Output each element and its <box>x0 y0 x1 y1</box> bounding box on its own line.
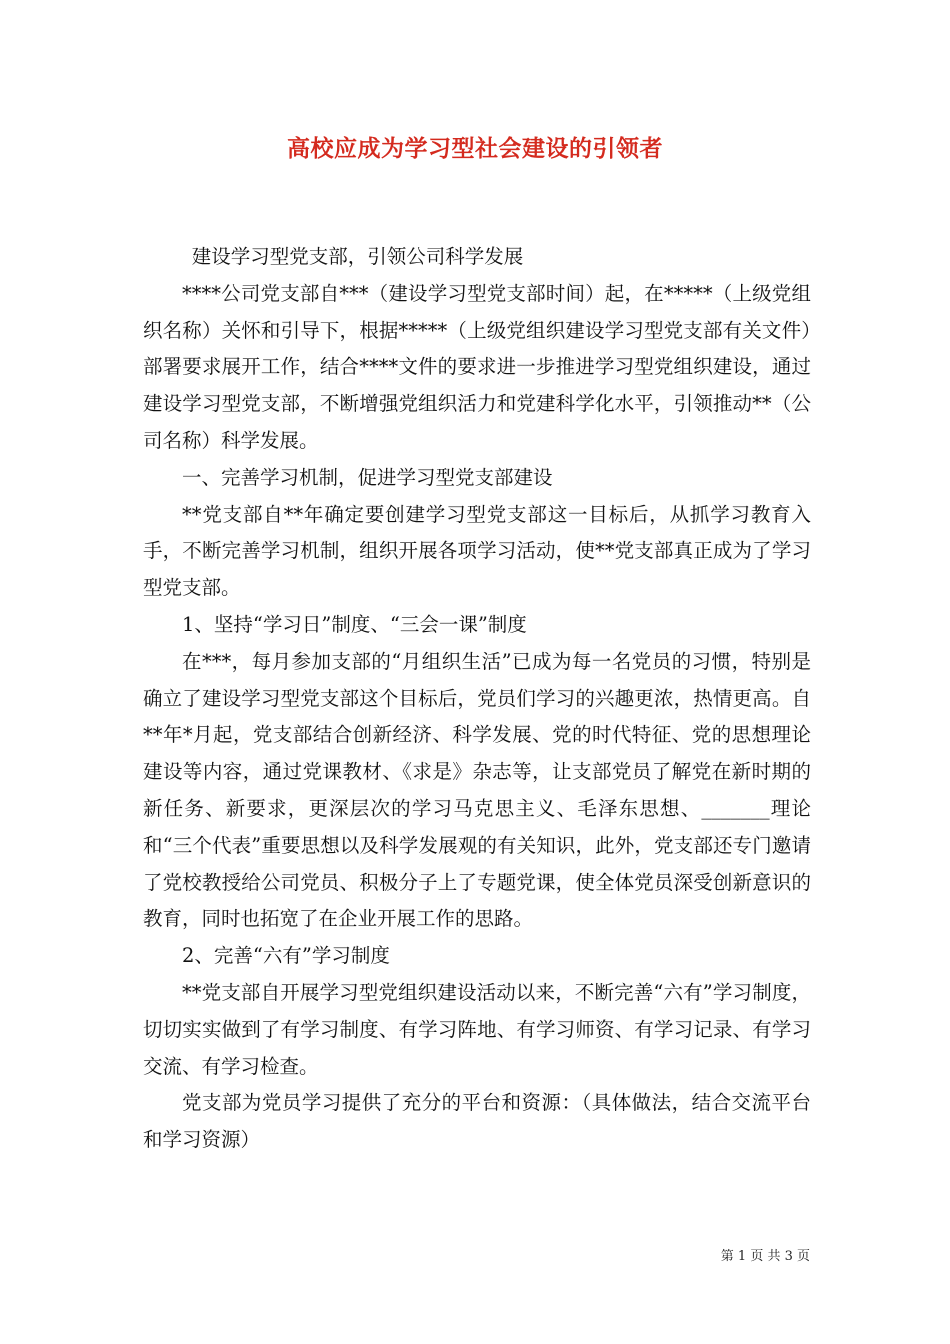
paragraph: 党支部为党员学习提供了充分的平台和资源：（具体做法，结合交流平台和学习资源） <box>143 1091 811 1152</box>
subsection-heading: 1、坚持“学习日”制度、“三会一课”制度 <box>182 612 527 636</box>
paragraph: 在***，每月参加支部的“月组织生活”已成为每一名党员的习惯，特别是确立了建设学习型党支部这个目标后，党员们学习的兴趣更浓，热情更高。自**年*月起，党支部结合创新经济、科学发展、党的时代特征、党的思想理论建设等内容，通过党课教材、《求是》杂志等，让支部党员了解党在新时期的新任务、新要求，更深层次的学习马克思主义、毛泽东思想、_______理论和“三个代表”重要思想以及科学发展观的有关知识，此外，党支部还专门邀请了党校教授给公司党员、积极分子上了专题党课，使全体党员深受创新意识的教育，同时也拓宽了在企业开展工作的思路。 <box>143 649 811 931</box>
document-body <box>143 239 811 1159</box>
subsection-heading: 2、完善“六有”学习制度 <box>182 944 390 968</box>
page-number-footer: 第 1 页 共 3 页 <box>720 1249 810 1264</box>
paragraph: ****公司党支部自***（建设学习型党支部时间）起，在*****（上级党组织名称）关怀和引导下，根据*****（上级党组织建设学习型党支部有关文件）部署要求展开工作，结合****文件的要求进一步推进学习型党组织建设，通过建设学习型党支部，不断增强党组织活力和党建科学化水平，引领推动**（公司名称）科学发展。 <box>143 281 811 452</box>
section-heading: 一、完善学习机制，促进学习型党支部建设 <box>182 465 553 489</box>
section-heading: 建设学习型党支部，引领公司科学发展 <box>191 245 524 268</box>
paragraph: **党支部自**年确定要创建学习型党支部这一目标后，从抓学习教育入手，不断完善学习机制，组织开展各项学习活动，使**党支部真正成为了学习型党支部。 <box>143 502 811 600</box>
document-title: 高校应成为学习型社会建设的引领者 <box>287 135 663 162</box>
paragraph: **党支部自开展学习型党组织建设活动以来，不断完善“六有”学习制度，切切实实做到了有学习制度、有学习阵地、有学习师资、有学习记录、有学习交流、有学习检查。 <box>143 980 811 1078</box>
